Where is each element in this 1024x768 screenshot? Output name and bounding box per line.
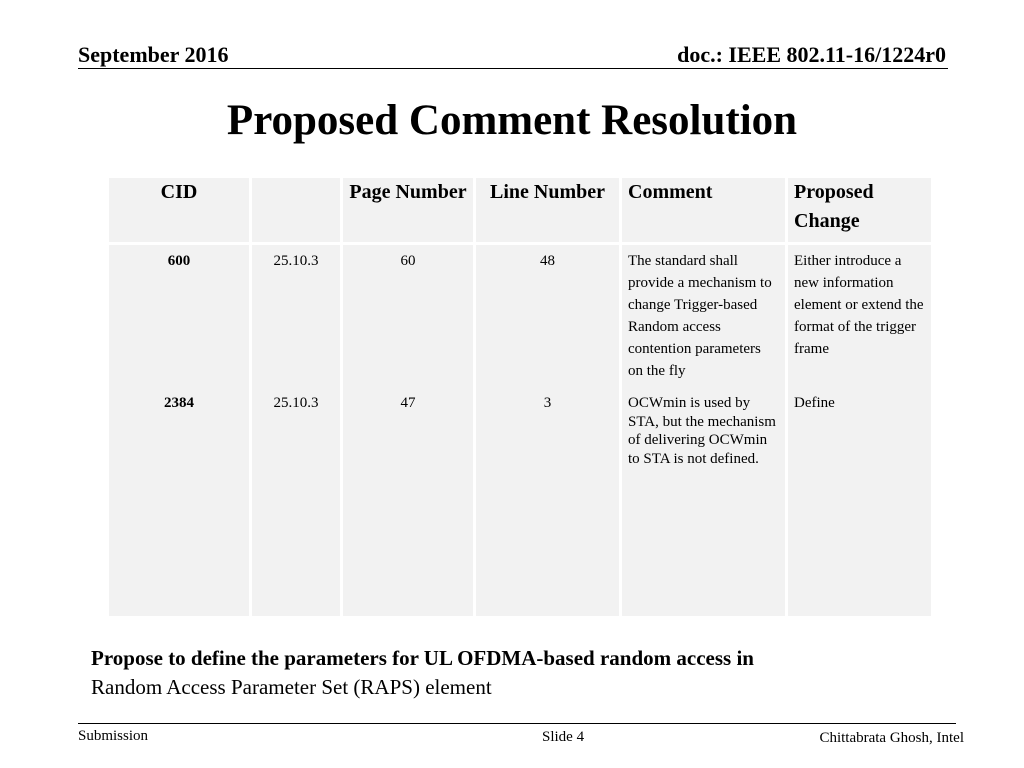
table-header-row (109, 178, 931, 245)
resolution-text (91, 644, 754, 702)
comment-table (106, 178, 934, 616)
footer-author: Chittabrata Ghosh, Intel (819, 730, 964, 746)
cell-clause: 25.10.3 (252, 390, 340, 616)
footer-slide-number: Slide 4 (542, 729, 585, 745)
cell-cid: 2384 (109, 390, 249, 616)
cell-comment: OCWmin is used by STA, but the mechanism of delivering OCWmin to STA is not defined. (622, 390, 785, 616)
table-row (109, 390, 931, 616)
table-row (109, 245, 931, 390)
cell-clause: 25.10.3 (252, 245, 340, 390)
footer-submission: Submission (78, 728, 149, 744)
cell-line: 3 (476, 390, 619, 616)
cell-comment: The standard shall provide a mechanism to change Trigger-based Random access contention parameters on the fly (622, 245, 785, 390)
col-header-line: Line Number (476, 178, 619, 245)
col-header-comment: Comment (622, 178, 785, 245)
cell-line: 48 (476, 245, 619, 390)
cell-cid: 600 (109, 245, 249, 390)
slide-title: Proposed Comment Resolution (226, 97, 798, 144)
cell-proposed-change: Define (788, 390, 931, 616)
footer-divider (78, 723, 956, 724)
resolution-text-normal: Random Access Parameter Set (RAPS) element (91, 675, 492, 699)
header-divider (78, 68, 948, 69)
resolution-text-bold: Propose to define the parameters for UL OFDMA-based random access in (91, 646, 754, 670)
col-header-page: Page Number (343, 178, 473, 245)
cell-proposed-change: Either introduce a new information element or extend the format of the trigger frame (788, 245, 931, 390)
header-doc-id: doc.: IEEE 802.11-16/1224r0 (677, 42, 946, 67)
col-header-cid: CID (109, 178, 249, 245)
header-date: September 2016 (78, 42, 229, 67)
col-header-clause (252, 178, 340, 245)
cell-page: 60 (343, 245, 473, 390)
cell-page: 47 (343, 390, 473, 616)
col-header-proposed-change: Proposed Change (788, 178, 931, 245)
